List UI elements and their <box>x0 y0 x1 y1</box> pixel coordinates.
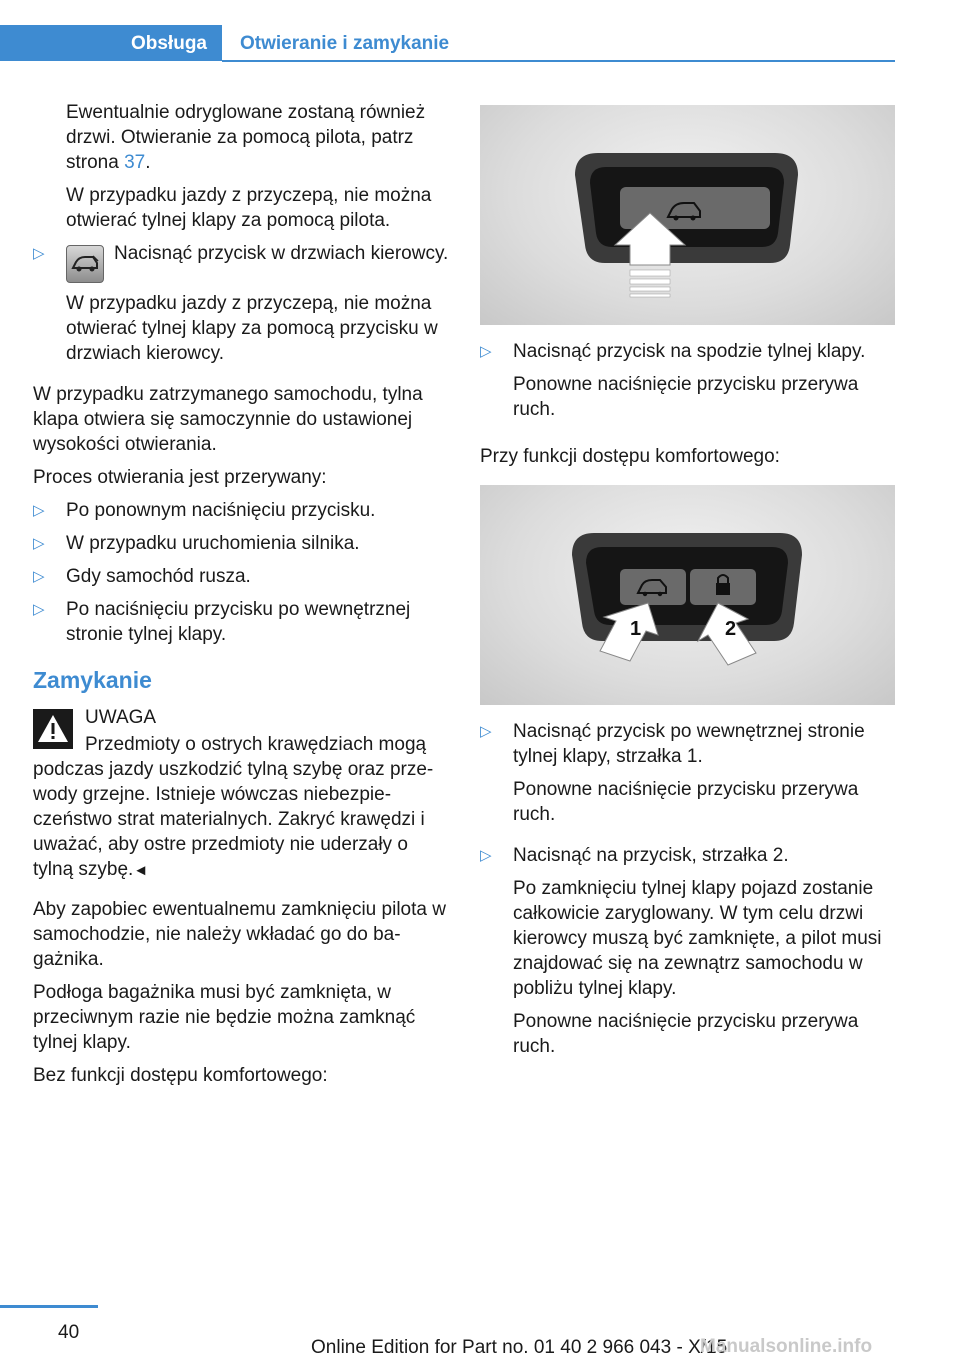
watermark: Manualsonline.info <box>700 1336 873 1357</box>
paragraph-text-end: . <box>145 152 151 173</box>
header-chapter-title: Otwieranie i zamykanie <box>240 32 450 54</box>
paragraph: W przypadku jazdy z przyczepą, nie można otwierać tylnej klapy za pomocą pilota. <box>66 185 432 231</box>
end-mark: ◄ <box>133 862 149 879</box>
list-item-text: Po ponownym naciśnięciu przycisku. <box>66 500 376 521</box>
paragraph: Proces otwierania jest przerywany: <box>33 467 327 488</box>
list-item-subtext: Ponowne naciśnięcie przycisku przerywa ruch. <box>513 374 859 420</box>
list-item-subtext: Ponowne naciśnięcie przycisku przerywa ruch. <box>513 1011 859 1057</box>
list-item-text: W przypadku uruchomienia silnika. <box>66 533 360 554</box>
page-number: 40 <box>58 1322 80 1343</box>
paragraph <box>33 100 453 175</box>
comfort-access-switch-photo <box>480 485 895 705</box>
bullet-triangle-icon: ▷ <box>480 343 492 360</box>
paragraph: Aby zapobiec ewentualnemu zamknięciu pilota w samochodzie, nie należy wkładać go do bagażnika. <box>33 899 446 970</box>
warning-label: UWAGA <box>85 707 157 728</box>
list-item <box>480 719 895 835</box>
list-item <box>33 241 453 374</box>
footer-rule <box>0 1305 98 1308</box>
arrow-label-1: 1 <box>630 618 642 640</box>
paragraph: Przy funkcji dostępu komfortowego: <box>480 446 780 467</box>
paragraph-text: Ewentualnie odryglowane zostaną również drzwi. Otwieranie za pomocą pilota, patrz strona <box>66 102 426 173</box>
list-item-text: Nacisnąć na przycisk, strzałka 2. <box>513 845 789 866</box>
list-item <box>480 339 895 430</box>
bullet-triangle-icon: ▷ <box>33 568 45 585</box>
list-item-subtext: Po zamknięciu tylnej klapy pojazd zostanie całkowicie zaryglowany. W tym celu drzwi kierowcy muszą być zamknięte, a pilot musi znajdować się na zewnątrz samochodu w pobliżu tylnej klapy. <box>513 878 882 999</box>
bullet-triangle-icon: ▷ <box>33 245 45 262</box>
list-item-text: Nacisnąć przycisk w drzwiach kierowcy. <box>114 243 449 264</box>
bullet-triangle-icon: ▷ <box>33 601 45 618</box>
trunk-switch-illustration <box>480 105 895 325</box>
right-column <box>480 105 895 1075</box>
list-item-text: Nacisnąć przycisk po wewnętrznej stronie tylnej klapy, strzałka 1. <box>513 721 865 767</box>
section-title: Zamykanie <box>33 667 152 693</box>
arrow-label-2: 2 <box>725 618 737 640</box>
page-header <box>0 25 895 61</box>
list-item-text: Nacisnąć przycisk na spodzie tylnej klapy. <box>513 341 866 362</box>
warning-text-block <box>33 732 453 883</box>
paragraph: W przypadku zatrzymanego samochodu, tylna klapa otwiera się samoczynnie do ustawionej wysokości otwierania. <box>33 384 423 455</box>
list-item <box>33 531 453 556</box>
paragraph: Podłoga bagażnika musi być zamknięta, w przeciwnym razie nie będzie można zamknąć tylnej klapy. <box>33 982 416 1053</box>
header-rule <box>222 60 895 62</box>
trunk-switch-photo <box>480 105 895 325</box>
list-item-text: Po naciśnięciu przycisku po wewnętrznej stronie tylnej klapy. <box>66 599 411 645</box>
header-section-tab: Obsługa <box>0 25 222 61</box>
bullet-triangle-icon: ▷ <box>33 502 45 519</box>
comfort-access-switch-illustration <box>480 485 895 705</box>
warning-icon <box>33 709 73 749</box>
list-item-subtext: W przypadku jazdy z przyczepą, nie można otwierać tylnej klapy za pomocą przycisku w drzwiach kierowcy. <box>66 293 438 364</box>
list-item <box>33 597 453 647</box>
list-item <box>33 564 453 589</box>
warning-text: Przedmioty o ostrych krawędziach mogą podczas jazdy uszkodzić tylną szybę oraz przewody grzejne. Istnieje wówczas niebezpieczeństwo strat materialnych. Zakryć krawędzi i uważać, aby ostre przedmioty nie uderzały o tylną szybę. <box>33 734 434 880</box>
list-item-text: Gdy samochód rusza. <box>66 566 251 587</box>
paragraph: Bez funkcji dostępu komfortowego: <box>33 1065 328 1086</box>
edition-text: Online Edition for Part no. 01 40 2 966 043 - X/15 <box>311 1337 728 1358</box>
bullet-triangle-icon: ▷ <box>480 723 492 740</box>
list-item <box>480 843 895 1067</box>
list-item <box>33 498 453 523</box>
trunk-button-icon <box>66 245 104 283</box>
bullet-triangle-icon: ▷ <box>480 847 492 864</box>
left-column <box>33 100 453 1096</box>
list-item-subtext: Ponowne naciśnięcie przycisku przerywa ruch. <box>513 779 859 825</box>
bullet-triangle-icon: ▷ <box>33 535 45 552</box>
page-link[interactable]: 37 <box>124 152 146 173</box>
